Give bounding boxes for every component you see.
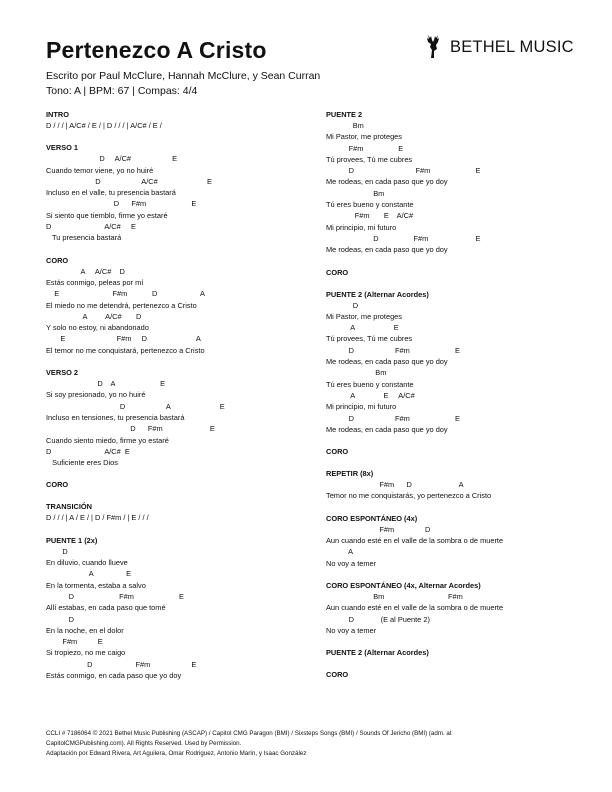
song-section	[326, 268, 586, 278]
song-line: Aun cuando esté en el valle de la sombra o de muerte	[326, 536, 504, 546]
song-line: A A/C# D	[46, 311, 142, 321]
section-label: CORO	[326, 447, 349, 457]
song-line: Suficiente eres Dios	[46, 458, 118, 468]
song-line: En diluvio, cuando llueve	[46, 558, 128, 568]
song-section	[326, 110, 586, 256]
section-label: CORO	[326, 670, 349, 680]
song-line: En la tormenta, estaba a salvo	[46, 580, 146, 590]
song-line: Si siento que tiemblo, firme yo estaré	[46, 210, 168, 220]
song-line: D F#m E	[46, 199, 197, 209]
song-section	[46, 536, 306, 682]
song-line: Me rodeas, en cada paso que yo doy	[326, 357, 448, 367]
song-line: A	[326, 547, 354, 557]
section-label: VERSO 1	[46, 143, 79, 153]
song-section	[326, 581, 586, 636]
song-line: Me rodeas, en cada paso que yo doy	[326, 245, 448, 255]
song-line: D F#m E	[326, 166, 481, 176]
song-line: Bm F#m	[326, 591, 463, 601]
song-section	[326, 469, 586, 502]
section-label: PUENTE 2 (Alternar Acordes)	[326, 289, 429, 299]
song-line: D F#m E	[326, 413, 460, 423]
song-line: D F#m E	[326, 345, 460, 355]
song-line: Cuando temor viene, yo no huiré	[46, 165, 154, 175]
section-label: CORO	[326, 267, 349, 277]
section-label: VERSO 2	[46, 368, 79, 378]
song-line: A E	[326, 323, 399, 333]
song-section	[46, 368, 306, 468]
song-line: A E A/C#	[326, 390, 415, 400]
song-line: A A/C# D	[46, 266, 125, 276]
song-section	[46, 480, 306, 490]
song-title: Pertenezco A Cristo	[46, 37, 267, 63]
song-section	[326, 648, 586, 658]
song-line: D F#m E	[326, 233, 481, 243]
song-line: Estás conmigo, en cada paso que yo doy	[46, 670, 182, 680]
song-line: D	[46, 546, 68, 556]
song-section	[46, 502, 306, 523]
song-line: E F#m D A	[46, 334, 201, 344]
section-label: CORO	[46, 255, 69, 265]
song-line: F#m E	[326, 143, 404, 153]
song-line: D F#m E	[46, 424, 215, 434]
song-section	[326, 514, 586, 569]
footer-adaptation: Adaptación por Edward Rivera, Art Aguilera, Omar Rodriguez, Antonio Marín, y Isaac González	[46, 750, 307, 757]
song-line: El temor no me conquistará, pertenezco a Cristo	[46, 345, 205, 355]
section-label: CORO ESPONTÁNEO (4x)	[326, 513, 418, 523]
song-section	[46, 143, 306, 243]
song-line: Me rodeas, en cada paso que yo doy	[326, 177, 448, 187]
song-line: Mi Pastor, me proteges	[326, 132, 402, 142]
song-line: Incluso en tensiones, tu presencia bastará	[46, 412, 185, 422]
song-line: Mi principio, mi futuro	[326, 402, 397, 412]
song-line: Aun cuando esté en el valle de la sombra o de muerte	[326, 603, 504, 613]
song-line: Tú eres bueno y constante	[326, 379, 414, 389]
song-line: D F#m E	[46, 659, 197, 669]
logo-text: BETHEL MUSIC	[450, 37, 574, 56]
song-line: E F#m D A	[46, 289, 205, 299]
song-line: D A E	[46, 401, 225, 411]
song-line: D	[326, 300, 359, 310]
section-label: INTRO	[46, 110, 69, 119]
section-label: PUENTE 2	[326, 110, 363, 119]
section-label: TRANSICIÓN	[46, 502, 92, 512]
song-line: Mi principio, mi futuro	[326, 222, 397, 232]
song-line: F#m D A	[326, 480, 464, 490]
song-line: No voy a temer	[326, 558, 377, 568]
section-label: PUENTE 1 (2x)	[46, 535, 98, 545]
left-column	[46, 110, 306, 693]
song-line: Bm	[326, 188, 385, 198]
song-line: D / / / | A / E / | D / F#m / | E / / /	[46, 513, 149, 523]
song-line: D A E	[46, 379, 166, 389]
footer-permission: CapitolCMGPublishing.com). All Rights Reserved. Used by Permission.	[46, 740, 242, 747]
song-section	[326, 290, 586, 436]
song-line: Tu presencia bastará	[46, 233, 122, 243]
song-line: F#m E	[46, 637, 103, 647]
song-line: Incluso en el valle, tu presencia bastará	[46, 188, 176, 198]
section-label: CORO	[46, 480, 69, 490]
song-meta: Tono: A | BPM: 67 | Compas: 4/4	[46, 85, 198, 97]
footer-copyright: CCLI # 7186064 © 2021 Bethel Music Publishing (ASCAP) / Capitol CMG Paragon (BMI) / Sixsteps Songs (BMI) / Sounds Of Jericho (BMI) (adm. at	[46, 730, 452, 737]
right-column	[326, 110, 586, 692]
song-line: Estás conmigo, peleas por mí	[46, 277, 144, 287]
song-line: D	[46, 614, 74, 624]
song-line: No voy a temer	[326, 625, 377, 635]
song-line: Bm	[326, 121, 364, 130]
section-label: CORO ESPONTÁNEO (4x, Alternar Acordes)	[326, 580, 481, 590]
song-line: D A/C# E	[46, 176, 212, 186]
song-line: D (E al Puente 2)	[326, 614, 430, 624]
song-line: Tú eres bueno y constante	[326, 200, 414, 210]
footer	[46, 729, 566, 759]
song-line: D A/C# E	[46, 154, 178, 164]
song-line: Si tropiezo, no me caigo	[46, 648, 126, 658]
deer-icon	[422, 33, 444, 61]
song-line: Bm	[326, 368, 387, 378]
section-label: REPETIR (8x)	[326, 469, 374, 479]
song-line: F#m D	[326, 524, 431, 534]
song-line: Mi Pastor, me proteges	[326, 311, 402, 321]
song-line: El miedo no me detendrá, pertenezco a Cristo	[46, 300, 197, 310]
bethel-music-logo	[422, 33, 574, 61]
song-line: Tú provees, Tú me cubres	[326, 334, 413, 344]
song-section	[46, 256, 306, 356]
song-section	[326, 447, 586, 457]
song-byline: Escrito por Paul McClure, Hannah McClure, y Sean Curran	[46, 70, 321, 82]
song-line: D A/C# E	[46, 222, 136, 232]
song-line: A E	[46, 569, 132, 579]
song-line: D / / / | A/C# / E / | D / / / | A/C# / E /	[46, 121, 162, 130]
song-section	[46, 110, 306, 131]
song-line: D F#m E	[46, 591, 184, 601]
song-line: Y solo no estoy, ni abandonado	[46, 323, 149, 333]
song-line: Tú provees, Tú me cubres	[326, 154, 413, 164]
song-line: F#m E A/C#	[326, 211, 414, 221]
song-line: Allí estabas, en cada paso que tomé	[46, 603, 166, 613]
section-label: PUENTE 2 (Alternar Acordes)	[326, 648, 429, 658]
song-line: Temor no me conquistarás, yo pertenezco a Cristo	[326, 491, 492, 501]
song-line: En la noche, en el dolor	[46, 625, 124, 635]
song-line: Me rodeas, en cada paso que yo doy	[326, 424, 448, 434]
song-line: D A/C# E	[46, 446, 130, 456]
song-line: Cuando siento miedo, firme yo estaré	[46, 435, 169, 445]
song-section	[326, 670, 586, 680]
song-line: Si soy presionado, yo no huiré	[46, 390, 146, 400]
